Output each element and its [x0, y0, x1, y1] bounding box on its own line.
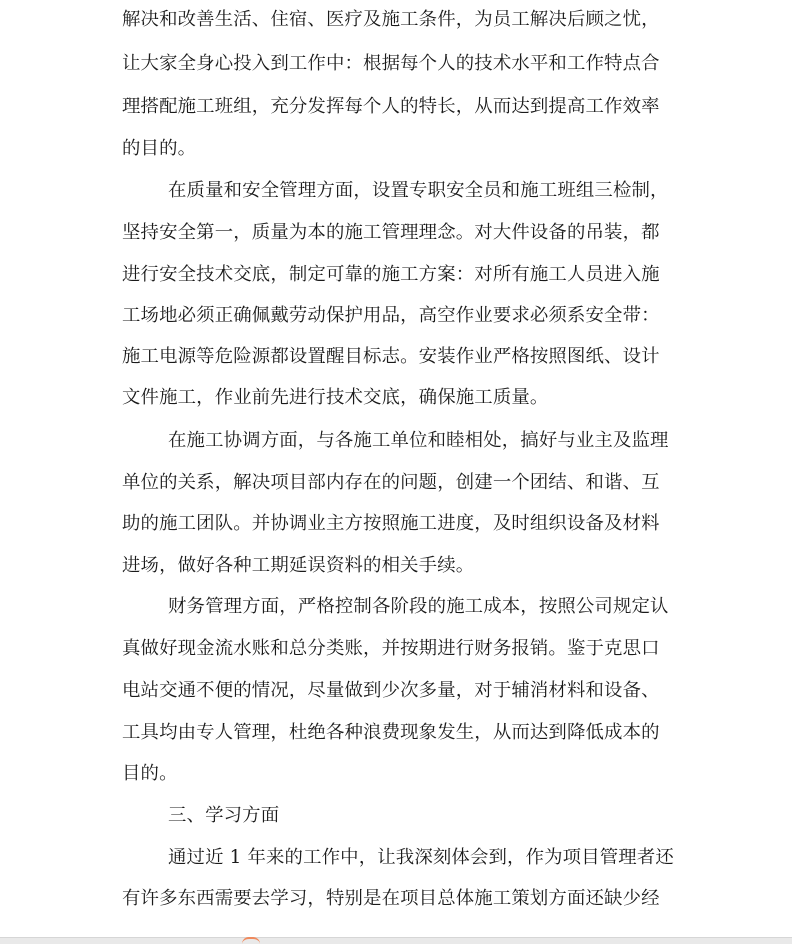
text-line: 助的施工团队。并协调业主方按照施工进度，及时组织设备及材料 — [122, 513, 660, 534]
text-line: 让大家全身心投入到工作中：根据每个人的技术水平和工作特点合 — [122, 53, 660, 74]
section-heading: 三、学习方面 — [168, 805, 280, 826]
text-line: 施工电源等危险源都设置醒目标志。安装作业严格按照图纸、设计 — [122, 346, 660, 367]
paragraph-start-line: 在施工协调方面，与各施工单位和睦相处，搞好与业主及监理 — [168, 430, 669, 451]
text-line: 单位的关系，解决项目部内存在的问题，创建一个团结、和谐、互 — [122, 472, 660, 493]
text-line: 工具均由专人管理，杜绝各种浪费现象发生，从而达到降低成本的 — [122, 722, 660, 743]
text-line: 的目的。 — [122, 138, 197, 159]
text-line: 目的。 — [122, 763, 178, 784]
paragraph-start-line: 通过近 1 年来的工作中，让我深刻体会到，作为项目管理者还 — [168, 847, 674, 868]
text-line: 电站交通不便的情况，尽量做到少次多量，对于辅消材料和设备、 — [122, 680, 660, 701]
text-line: 文件施工，作业前先进行技术交底，确保施工质量。 — [122, 387, 549, 408]
text-line: 真做好现金流水账和总分类账，并按期进行财务报销。鉴于克思口 — [122, 638, 660, 659]
text-line: 工场地必须正确佩戴劳动保护用品，高空作业要求必须系安全带： — [122, 305, 660, 326]
text-line: 有许多东西需要去学习，特别是在项目总体施工策划方面还缺少经 — [122, 888, 660, 909]
text-line: 进行安全技术交底，制定可靠的施工方案：对所有施工人员进入施 — [122, 264, 660, 285]
text-line: 坚持安全第一，质量为本的施工管理理念。对大件设备的吊装，都 — [122, 222, 660, 243]
paragraph-start-line: 财务管理方面，严格控制各阶段的施工成本，按照公司规定认 — [168, 596, 669, 617]
text-line: 进场，做好各种工期延误资料的相关手续。 — [122, 555, 475, 576]
paragraph-start-line: 在质量和安全管理方面，设置专职安全员和施工班组三检制， — [168, 180, 669, 201]
text-line: 理搭配施工班组，充分发挥每个人的特长，从而达到提高工作效率 — [122, 96, 660, 117]
text-line: 解决和改善生活、住宿、医疗及施工条件，为员工解决后顾之忧， — [122, 9, 660, 30]
